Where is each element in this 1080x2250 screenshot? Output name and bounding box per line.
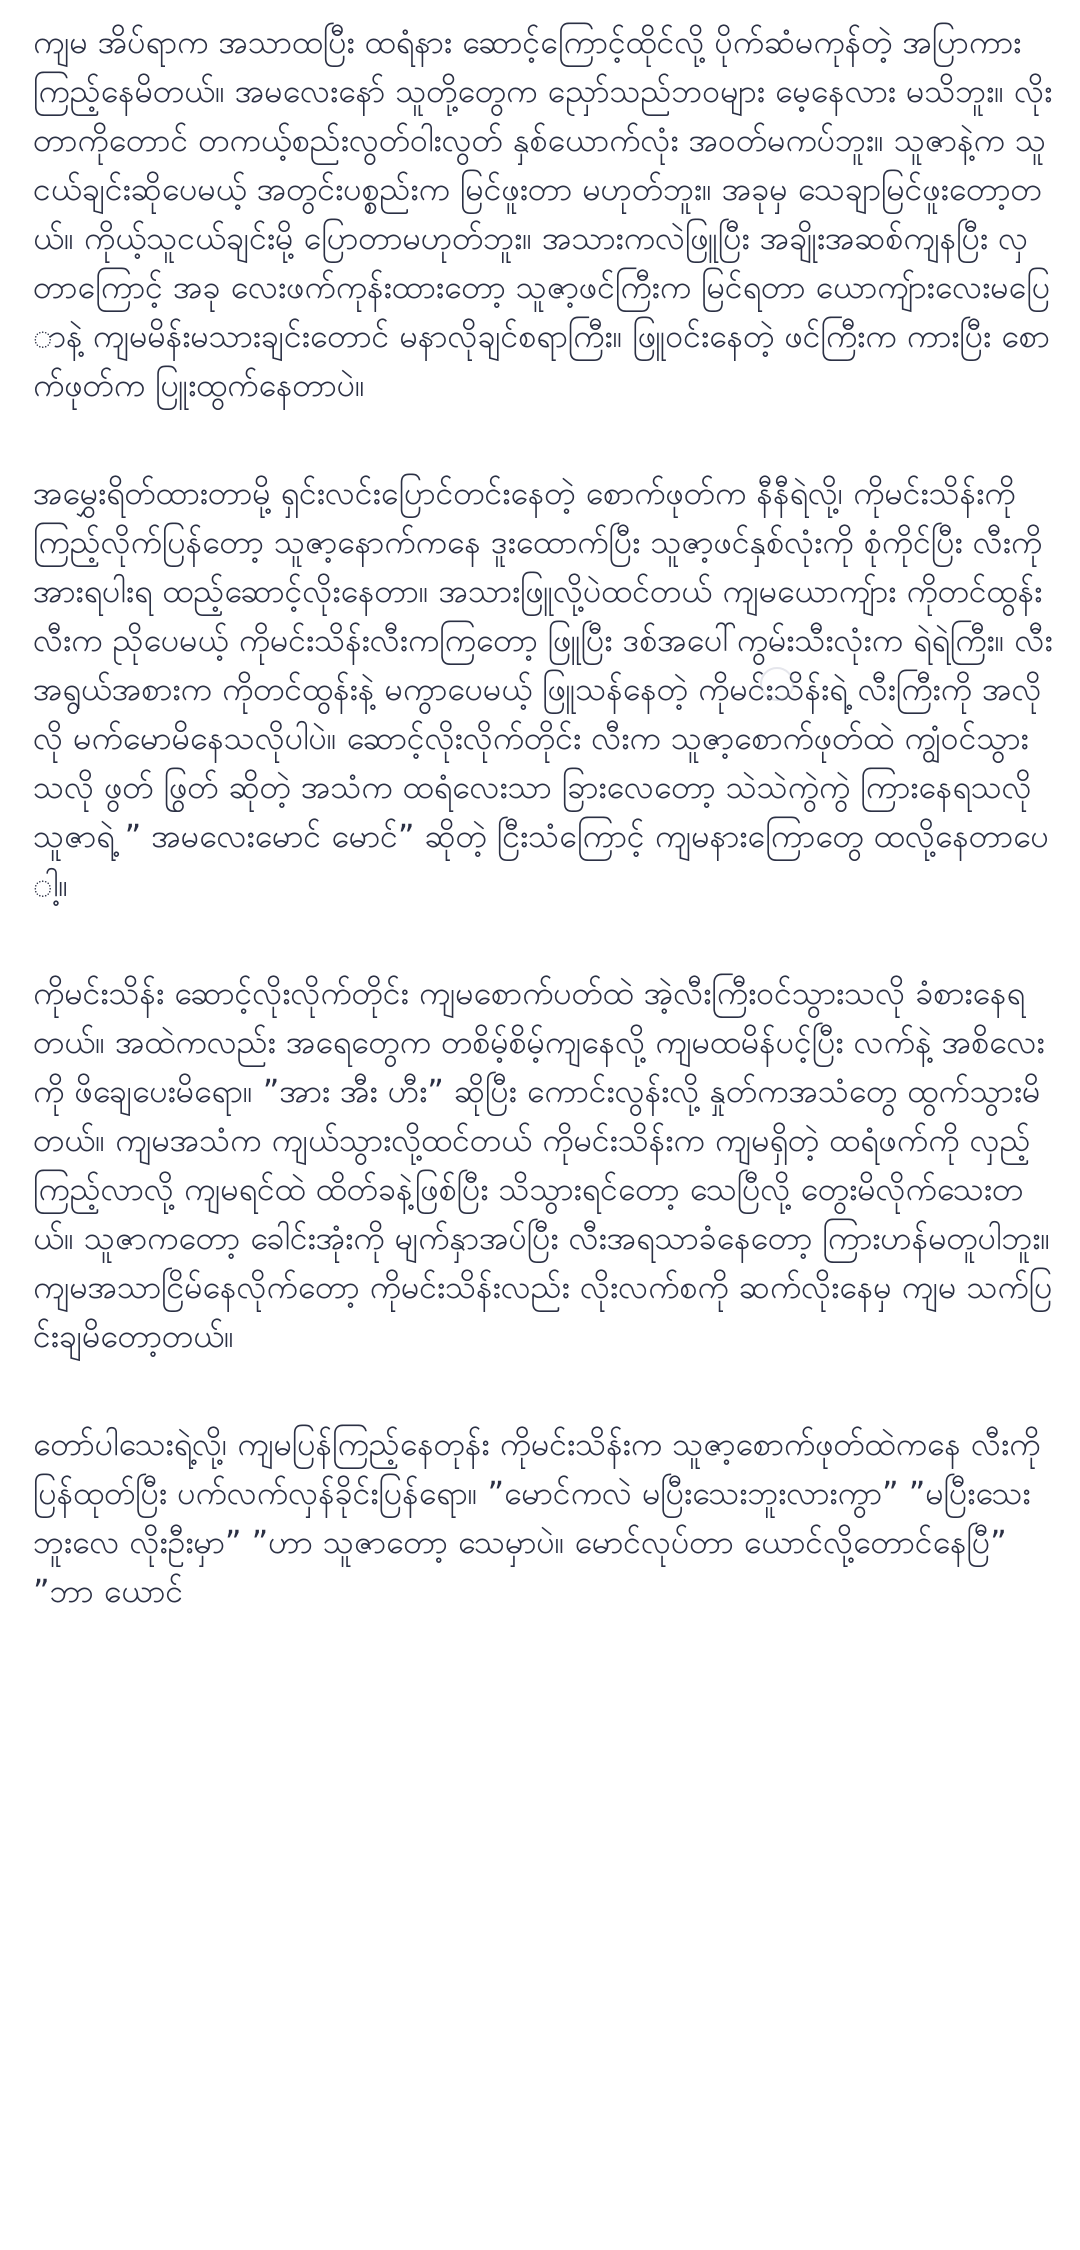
watermark-circle-icon bbox=[760, 667, 794, 701]
paragraph-1: ကျမ အိပ်ရာက အသာထပြီး ထရံနား ဆောင့်ကြောင့်ထိုင်လို့ ပိုက်ဆံမကုန်တဲ့ အပြာကား ကြည့်နေမိတယ်။ အမလေးနော် သူတို့တွေက ညှော်သည်ဘဝများ မေ့နေလား မသိဘူး။ လိုးတာကိုတောင် တကယ့်စည်းလွတ်ဝါးလွတ် နှစ်ယောက်လုံး အဝတ်မကပ်ဘူး။ သူဇာနဲ့က သူငယ်ချင်းဆိုပေမယ့် အတွင်းပစ္စည်းက မြင်ဖူးတာ မဟုတ်ဘူး။ အခုမှ သေချာမြင်ဖူးတော့တယ်။ ကိုယ့်သူငယ်ချင်းမို့ ပြောတာမဟုတ်ဘူး။ အသားကလဲဖြူပြီး အချိုးအဆစ်ကျနပြီး လှတာကြောင့် အခု လေးဖက်ကုန်းထားတော့ သူဇာ့ဖင်ကြီးက မြင်ရတာ ယောကျ်ားလေးမပြောနဲ့ ကျမမိန်းမသားချင်းတောင် မနာလိုချင်စရာကြီး။ ဖြူဝင်းနေတဲ့ ဖင်ကြီးက ကားပြီး စောက်ဖုတ်က ပြူးထွက်နေတာပဲ။ bbox=[33, 23, 1053, 404]
paragraph-3: ကိုမင်းသိန်း ဆောင့်လိုးလိုက်တိုင်း ကျမစောက်ပတ်ထဲ အဲ့လီးကြီးဝင်သွားသလို ခံစားနေရတယ်။ အထဲကလည်း အရေတွေက တစိမ့်စိမ့်ကျနေလို့ ကျမထမိန်ပင့်ပြီး လက်နဲ့ အစိလေးကို ဖိချေပေးမိရော။ ”အား အီး ဟီး” ဆိုပြီး ကောင်းလွန်းလို့ နှုတ်ကအသံတွေ ထွက်သွားမိတယ်။ ကျမအသံက ကျယ်သွားလို့ထင်တယ် ကိုမင်းသိန်းက ကျမရှိတဲ့ ထရံဖက်ကို လှည့်ကြည့်လာလို့ ကျမရင်ထဲ ထိတ်ခနဲ့ဖြစ်ပြီး သိသွားရင်တော့ သေပြီလို့ တွေးမိလိုက်သေးတယ်။ သူဇာကတော့ ခေါင်းအုံးကို မျက်နှာအပ်ပြီး လီးအရသာခံနေတော့ ကြားဟန်မတူပါဘူး။ ကျမအသာငြိမ်နေလိုက်တော့ ကိုမင်းသိန်းလည်း လိုးလက်စကို ဆက်လိုးနေမှ ကျမ သက်ပြင်းချမိတော့တယ်။ bbox=[33, 974, 1053, 1355]
paragraph-2: အမွှေးရိတ်ထားတာမို့ ရှင်းလင်းပြောင်တင်းနေတဲ့ စောက်ဖုတ်က နီနီရဲလို့၊ ကိုမင်းသိန်းကို ကြည့်လိုက်ပြန်တော့ သူဇာ့နောက်ကနေ ဒူးထောက်ပြီး သူဇာ့ဖင်နှစ်လုံးကို စုံကိုင်ပြီး လီးကို အားရပါးရ ထည့်ဆောင့်လိုးနေတာ။ အသားဖြူလို့ပဲထင်တယ် ကျမယောကျ်ား ကိုတင်ထွန်းလီးက ညိုပေမယ့် ကိုမင်းသိန်းလီးကကြတော့ ဖြူပြီး ဒစ်အပေါ်ကွမ်းသီးလုံးက ရဲရဲကြီး။ လီးအရွယ်အစားက ကိုတင်ထွန်းနဲ့ မကွာပေမယ့် ဖြူသန်နေတဲ့ ကိုမင်းသိန်းရဲ့ လီးကြီးကို အလိုလို မက်မောမိနေသလိုပါပဲ။ ဆောင့်လိုးလိုက်တိုင်း လီးက သူဇာ့စောက်ဖုတ်ထဲ ကျွံဝင်သွားသလို ဖွတ် ဖြွတ် ဆိုတဲ့ အသံက ထရံလေးသာ ခြားလေတော့ သဲသဲကွဲကွဲ ကြားနေရသလို သူဇာရဲ့ ” အမလေးမောင် မောင်” ဆိုတဲ့ ငြီးသံကြောင့် ကျမနားကြောတွေ ထလို့နေတာပေါ့။ bbox=[33, 474, 1053, 904]
paragraph-4: တော်ပါသေးရဲ့လို့၊ ကျမပြန်ကြည့်နေတုန်း ကိုမင်းသိန်းက သူဇာ့စောက်ဖုတ်ထဲကနေ လီးကိုပြန်ထုတ်ပြီး ပက်လက်လှန်ခိုင်းပြန်ရော။ ”မောင်ကလဲ မပြီးသေးဘူးလားကွာ” ”မပြီးသေးဘူးလေ လိုးဦးမှာ” ”ဟာ သူဇာတော့ သေမှာပဲ။ မောင်လုပ်တာ ယောင်လို့တောင်နေပြီ” ”ဘာ ယောင် bbox=[33, 1425, 1041, 1610]
article-body bbox=[33, 18, 1053, 1675]
